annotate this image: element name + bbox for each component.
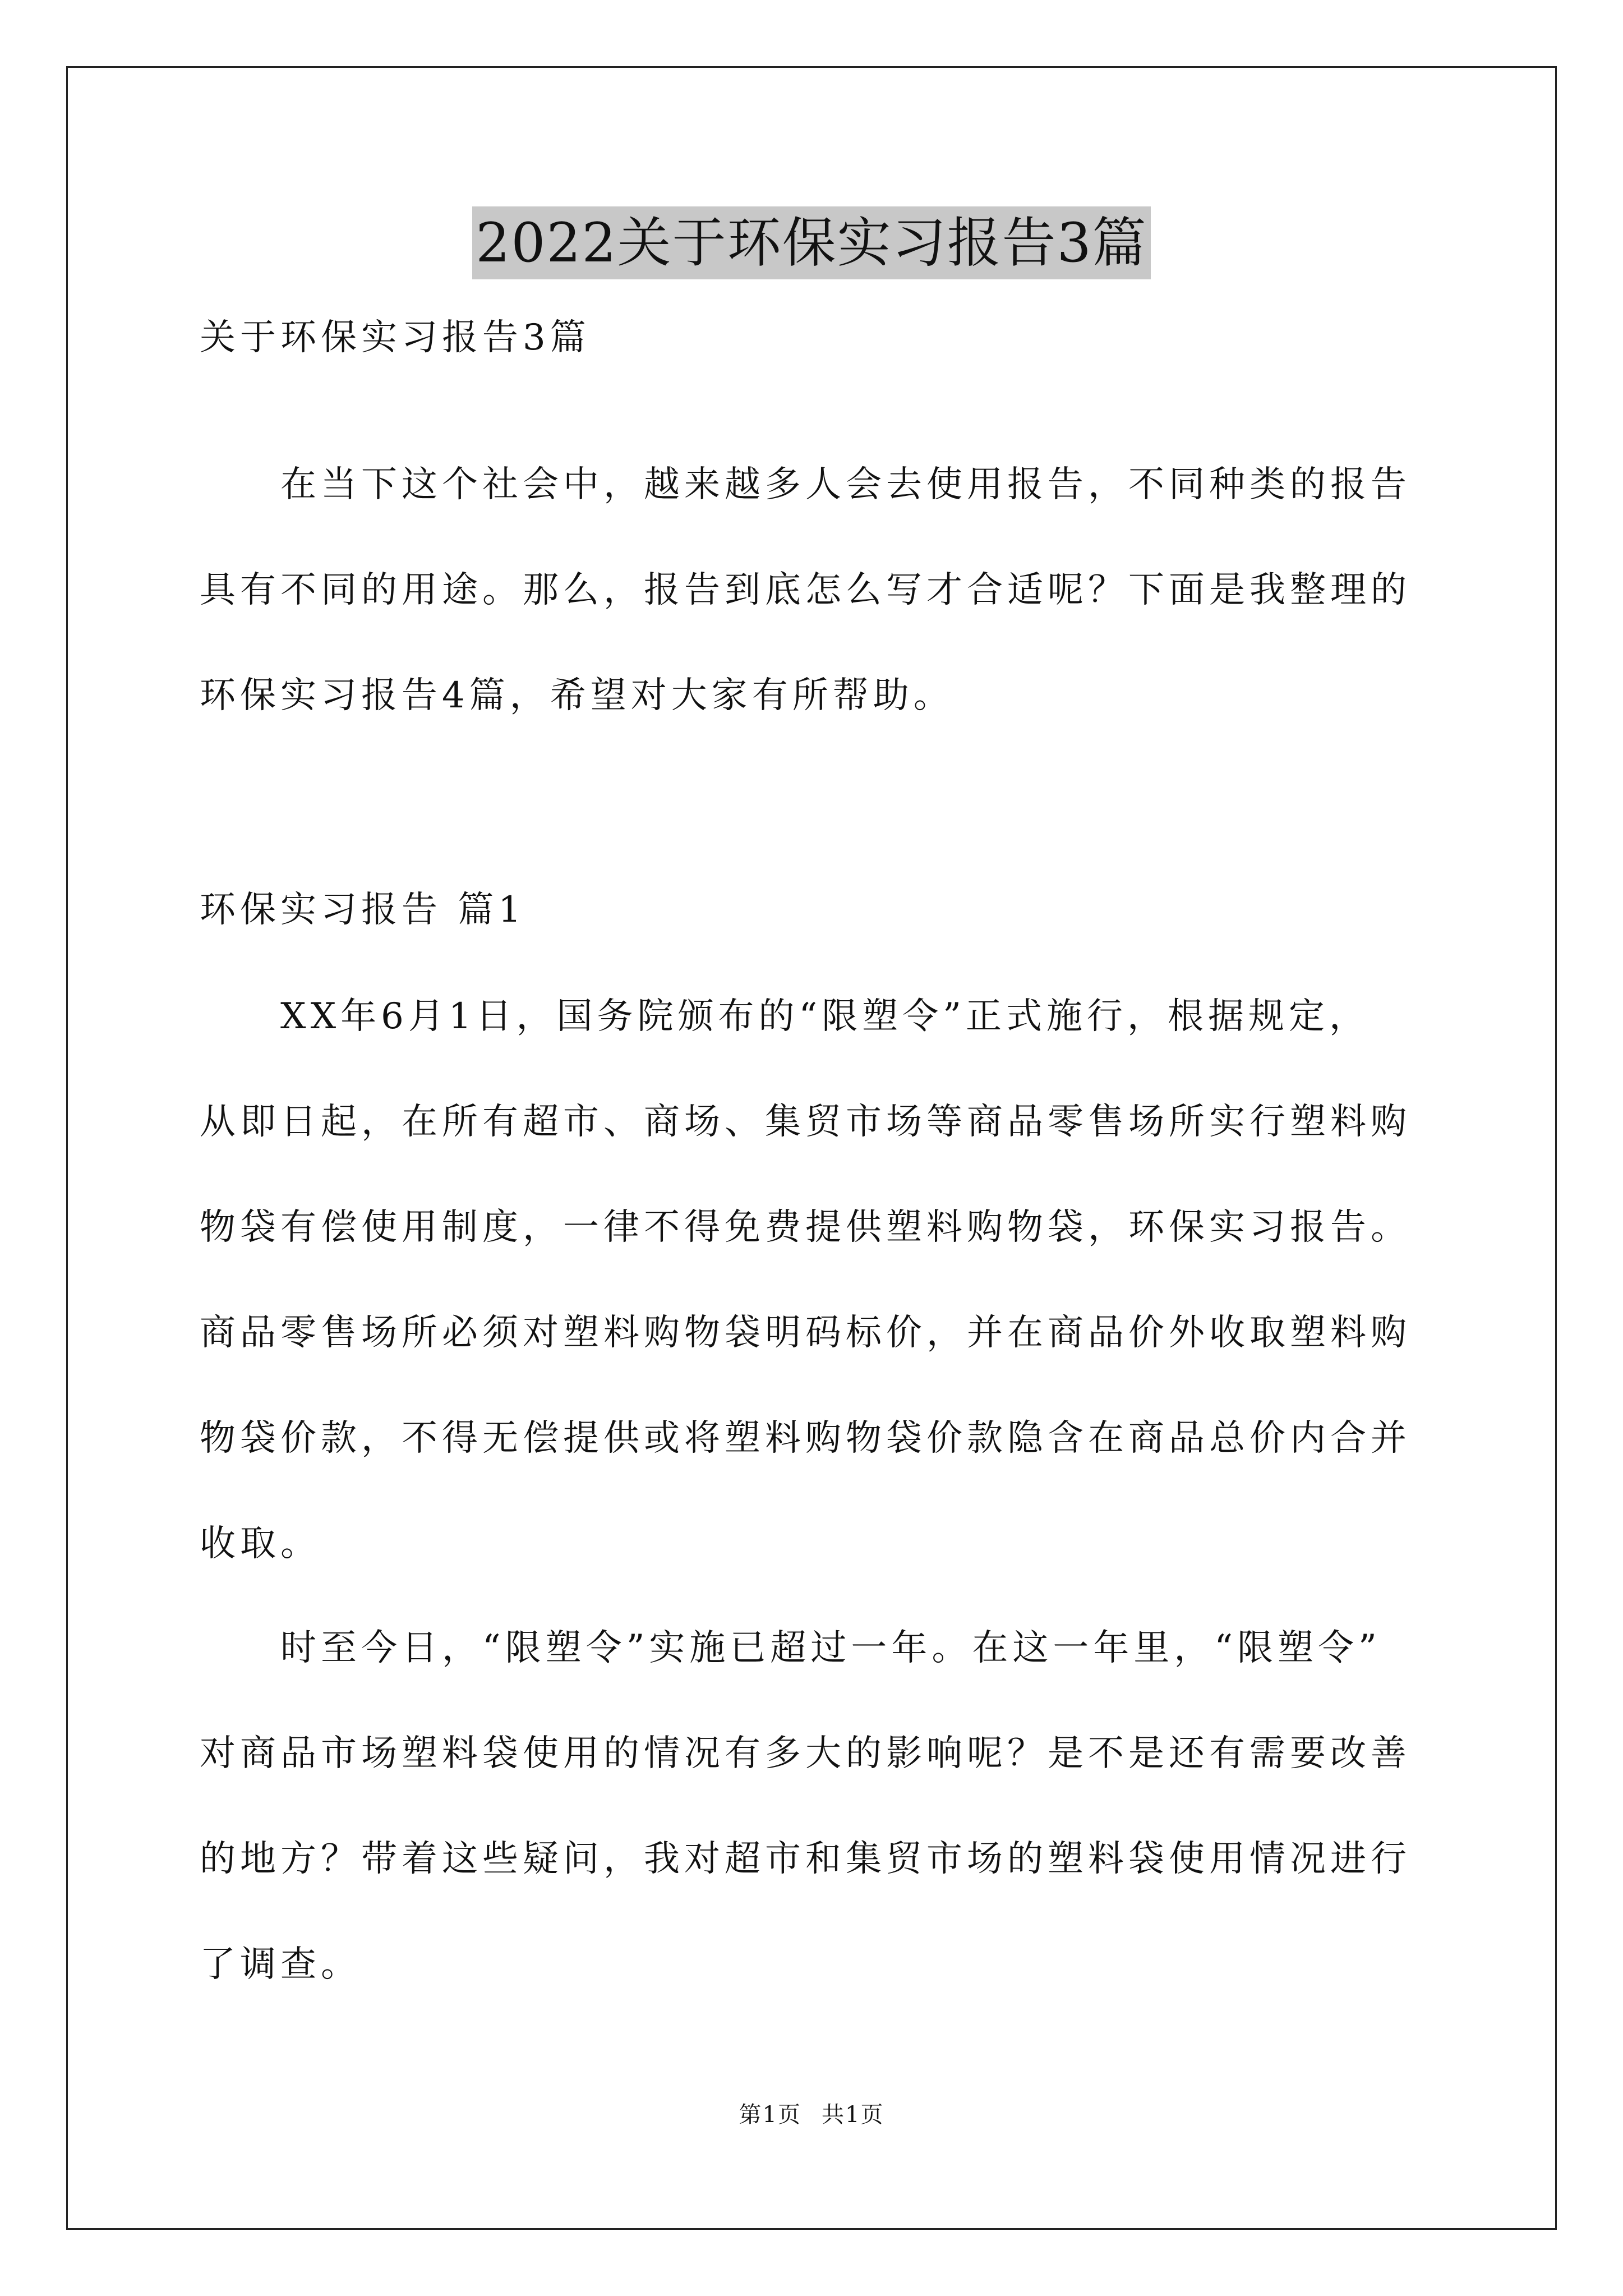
intro-line: 具有不同的用途。那么，报告到底怎么写才合适呢？下面是我整理的 bbox=[200, 569, 1411, 611]
paragraph-line: 商品零售场所必须对塑料购物袋明码标价，并在商品价外收取塑料购 bbox=[200, 1312, 1411, 1354]
paragraph-line: 了调查。 bbox=[200, 1944, 361, 1985]
paragraph-line: 时至今日，“限塑令”实施已超过一年。在这一年里，“限塑令” bbox=[280, 1627, 1381, 1669]
paragraph-line: 收取。 bbox=[200, 1523, 321, 1565]
paragraph-line: 从即日起，在所有超市、商场、集贸市场等商品零售场所实行塑料购 bbox=[200, 1101, 1411, 1143]
paragraph-line: 对商品市场塑料袋使用的情况有多大的影响呢？是不是还有需要改善 bbox=[200, 1733, 1411, 1774]
section-heading: 环保实习报告 篇1 bbox=[200, 889, 526, 931]
intro-line: 环保实习报告4篇，希望对大家有所帮助。 bbox=[200, 675, 954, 716]
paragraph-line: XX年6月1日，国务院颁布的“限塑令”正式施行，根据规定， bbox=[280, 996, 1370, 1037]
paragraph-line: 物袋有偿使用制度，一律不得免费提供塑料购物袋，环保实习报告。 bbox=[200, 1207, 1411, 1248]
page-number: 第1页 bbox=[739, 2102, 801, 2128]
page-total: 共1页 bbox=[822, 2102, 884, 2128]
page-border bbox=[66, 66, 1557, 2230]
page-footer bbox=[0, 2098, 1623, 2132]
paragraph-line: 的地方？带着这些疑问，我对超市和集贸市场的塑料袋使用情况进行 bbox=[200, 1838, 1411, 1880]
title-block bbox=[0, 206, 1623, 279]
subtitle: 关于环保实习报告3篇 bbox=[200, 317, 591, 358]
intro-line: 在当下这个社会中，越来越多人会去使用报告，不同种类的报告 bbox=[280, 464, 1411, 505]
document-title: 2022关于环保实习报告3篇 bbox=[472, 206, 1150, 279]
paragraph-line: 物袋价款，不得无偿提供或将塑料购物袋价款隐含在商品总价内合并 bbox=[200, 1418, 1411, 1459]
